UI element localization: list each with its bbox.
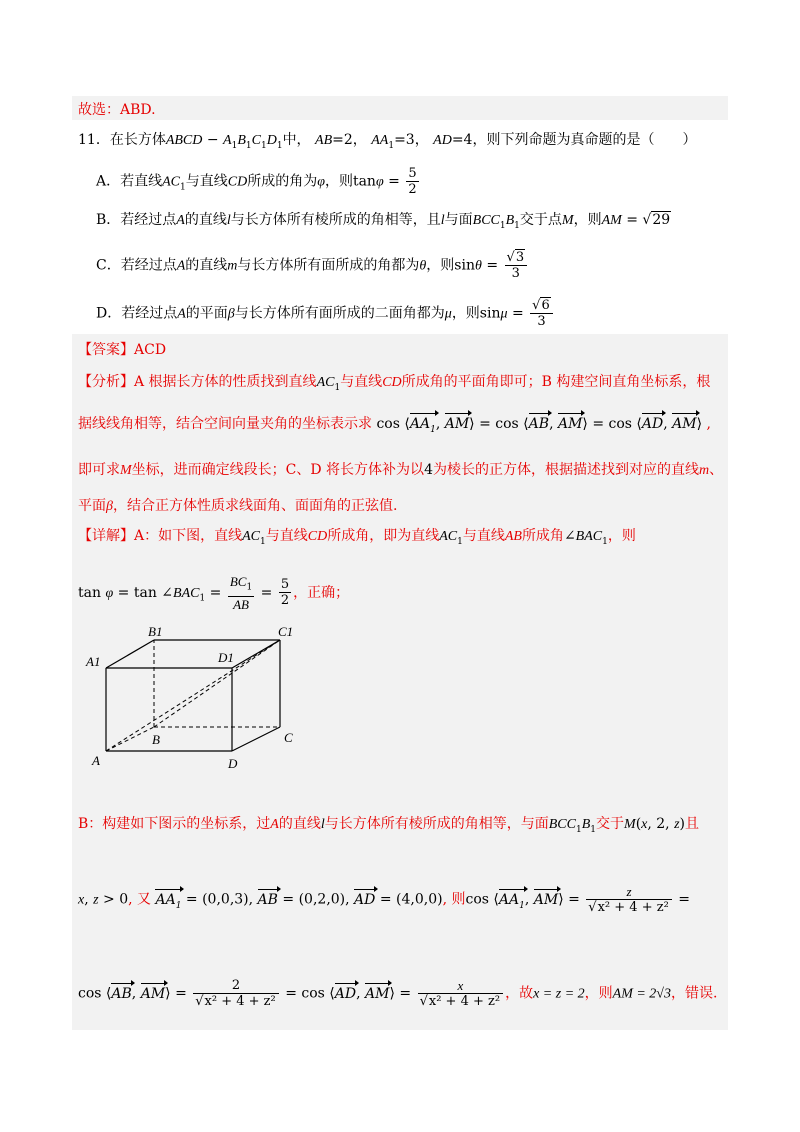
label-c: C <box>284 730 293 745</box>
option-c: C．若经过点A的直线m与长方体所有面所成的角都为θ，则sinθ = $\frac{√3}{3}$ <box>96 250 529 281</box>
detail-line-1: 【详解】A：如下图，直线$AC_1$与直线CD所成角，即为直线$AC_1$与直线AB所成角$\angle BAC_1$，则 <box>78 528 636 547</box>
label-b: B <box>152 732 160 747</box>
analysis-line-2: 据线线角相等，结合空间向量夹角的坐标表示求 $\cos ⟨AA_1$, AM⟩ = cos ⟨AB, AM⟩ = cos ⟨AD, AM⟩ , <box>78 414 711 440</box>
question-stem: 11．在长方体ABCD − $A_1B_1C_1D_1$中， AB=2， $AA_1=3$， AD=4，则下列命题为真命题的是（ ） <box>78 132 697 151</box>
label-d: D <box>228 756 238 770</box>
option-d: D．若经过点A的平面β与长方体所有面所成的二面角都为μ，则sinμ = $\frac{√6}{3}$ <box>96 298 555 329</box>
diagonal-b-c1 <box>154 640 280 727</box>
label-d1: D1 <box>218 650 234 665</box>
analysis-line-1: 【分析】A 根据长方体的性质找到直线$AC_1$与直线CD所成角的平面角即可；B 构建空间直角坐标系，根 <box>78 374 711 393</box>
label-b1: B1 <box>148 624 163 639</box>
label-a1: A1 <box>86 654 101 669</box>
label-a: A <box>92 753 100 768</box>
edge-a1-b1 <box>106 640 154 668</box>
detail-b-line-2: x, z > 0, 又 $AA_1 = (0,0,3)$, AB = (0,2,0), AD = (4,0,0), 则$\cos ⟨AA_1$, AM⟩ = $\frac{z}{\text{√x² + 4 + z²}}$ = <box>78 884 690 915</box>
label-c1: C1 <box>278 624 294 639</box>
top-note: 故选：ABD. <box>78 102 156 118</box>
option-b: B．若经过点A的直线l与长方体所有棱所成的角相等，且l与面$BCC_1B_1$交于点M，则AM = √29 <box>96 212 671 231</box>
edge-d-c <box>232 727 280 751</box>
cuboid-figure <box>80 620 310 770</box>
answer-line: 【答案】ACD <box>78 342 167 358</box>
diagonal-a-c1 <box>106 640 280 751</box>
detail-b-line-3: cos ⟨AB, AM⟩ = $\frac{2}{\text{√x² + 4 + z²}}$ = cos ⟨AD, AM⟩ = $\frac{x}{\text{√x² + 4 + z²}}$ ，故x = z = 2，则AM = 2√3，错误. <box>78 978 718 1009</box>
detail-b-line-1: B：构建如下图示的坐标系，过A的直线l与长方体所有棱所成的角相等，与面$BCC_1B_1$交于M(x, 2, z)且 <box>78 816 700 835</box>
edge-a-b <box>106 727 154 751</box>
detail-line-2: $\tan \varphi = \tan \angle BAC_1$ = $\frac{BC_1}{AB}$ = $\frac{5}{2}$ ，正确； <box>78 574 350 612</box>
analysis-line-3: 即可求M坐标，进而确定线段长；C、D 将长方体补为以4为棱长的正方体，根据描述找到对应的直线m、 <box>78 462 724 478</box>
analysis-line-4: 平面β，结合正方体性质求线面角、面面角的正弦值. <box>78 498 398 514</box>
option-a: A．若直线$AC_1$与直线CD所成的角为φ，则tanφ = $\frac{5}{2}$ <box>96 166 417 197</box>
top-highlight <box>72 96 728 120</box>
